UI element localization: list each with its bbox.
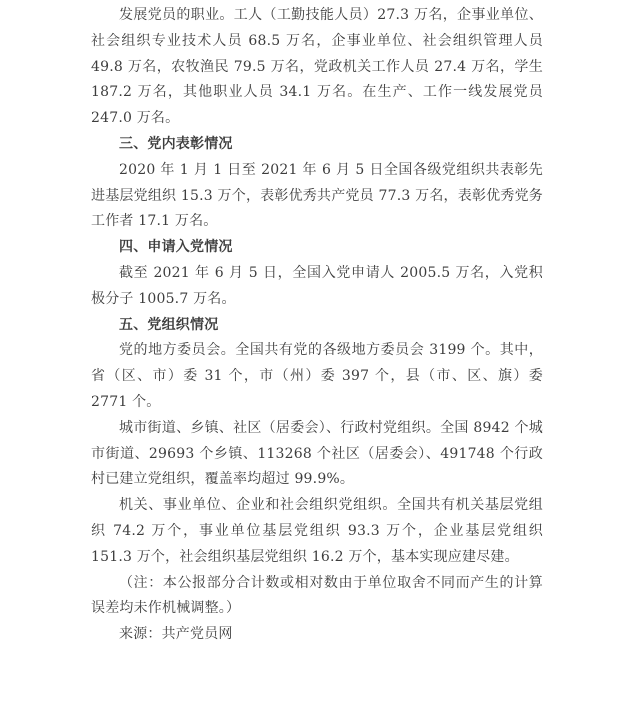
paragraph-source: 来源：共产党员网 bbox=[119, 626, 233, 643]
document-body bbox=[91, 3, 543, 648]
heading-section-three-commendation: 三、党内表彰情况 bbox=[119, 135, 233, 152]
paragraph-org-unit-stats: 机关、事业单位、企业和社会组织党组织。全国共有机关基层党组织 74.2 万个，事业单位基层党组织 93.3 万个，企业基层党组织 151.3 万个，社会组织基层党组织 16.2 万个，基本实现应建尽建。 bbox=[91, 497, 543, 565]
heading-section-five-organizations: 五、党组织情况 bbox=[119, 316, 219, 333]
paragraph-commendation-stats: 2020 年 1 月 1 日至 2021 年 6 月 5 日全国各级党组织共表彰先进基层党组织 15.3 万个，表彰优秀共产党员 77.3 万名，表彰优秀党务工作者 17.1 万名。 bbox=[91, 161, 543, 230]
heading-section-four-application: 四、申请入党情况 bbox=[119, 239, 233, 256]
paragraph-local-committees: 党的地方委员会。全国共有党的各级地方委员会 3199 个。其中，省（区、市）委 31 个，市（州）委 397 个，县（市、区、旗）委 2771 个。 bbox=[91, 342, 543, 410]
paragraph-grassroots-coverage: 城市街道、乡镇、社区（居委会）、行政村党组织。全国 8942 个城市街道、29693 个乡镇、113268 个社区（居委会）、491748 个行政村已建立党组织，覆盖率均超过 99.9%。 bbox=[91, 419, 543, 488]
paragraph-note: （注：本公报部分合计数或相对数由于单位取舍不同而产生的计算误差均未作机械调整。） bbox=[91, 574, 543, 617]
paragraph-application-stats: 截至 2021 年 6 月 5 日，全国入党申请人 2005.5 万名，入党积极分子 1005.7 万名。 bbox=[91, 264, 543, 307]
paragraph-member-occupations: 发展党员的职业。工人（工勤技能人员）27.3 万名，企事业单位、社会组织专业技术人员 68.5 万名，企事业单位、社会组织管理人员 49.8 万名，农牧渔民 79.5 万名，党政机关工作人员 27.4 万名，学生 187.2 万名，其他职业人员 34.1 万名。在生产、工作一线发展党员 247.0 万名。 bbox=[91, 7, 543, 127]
